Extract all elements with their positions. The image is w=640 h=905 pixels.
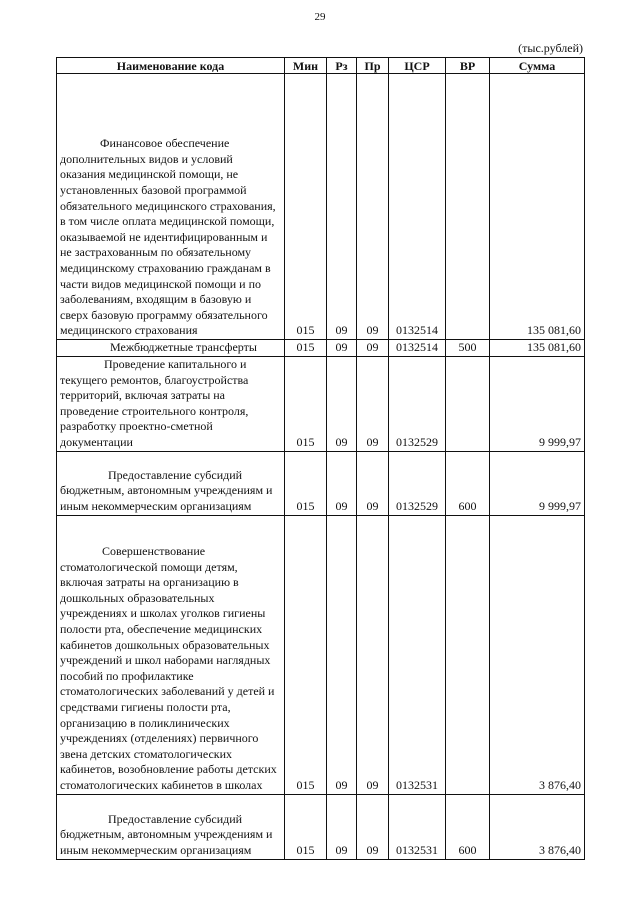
page-number: 29 bbox=[314, 11, 326, 23]
row-name-text: Проведение капитального и текущего ремонтов, благоустройства территорий, включая затраты на проведение строительного контроля, разработку проектно-сметной документации bbox=[60, 357, 249, 449]
header-name: Наименование кода bbox=[57, 58, 285, 74]
row-sum: 9 999,97 bbox=[490, 451, 585, 515]
row-pr: 09 bbox=[357, 794, 389, 859]
row-rz: 09 bbox=[327, 794, 357, 859]
row-rz: 09 bbox=[327, 356, 357, 451]
header-min: Мин bbox=[285, 58, 327, 74]
row-pr: 09 bbox=[357, 356, 389, 451]
header-pr: Пр bbox=[357, 58, 389, 74]
row-name-text: Межбюджетные трансферты bbox=[110, 340, 257, 354]
row-sum: 135 081,60 bbox=[490, 74, 585, 340]
row-pr: 09 bbox=[357, 74, 389, 340]
row-pr: 09 bbox=[357, 515, 389, 794]
row-vr bbox=[446, 356, 490, 451]
row-name-text: Предоставление субсидий бюджетным, автономным учреждениям и иным некоммерческим организациям bbox=[60, 467, 273, 513]
header-csr: ЦСР bbox=[389, 58, 446, 74]
row-csr: 0132531 bbox=[389, 794, 446, 859]
table-row bbox=[57, 74, 585, 340]
table-row bbox=[57, 794, 585, 859]
row-min: 015 bbox=[285, 74, 327, 340]
units-label: (тыс.рублей) bbox=[518, 41, 583, 55]
row-rz: 09 bbox=[327, 515, 357, 794]
row-rz: 09 bbox=[327, 74, 357, 340]
row-vr bbox=[446, 74, 490, 340]
budget-table bbox=[56, 57, 585, 860]
row-csr: 0132529 bbox=[389, 451, 446, 515]
table-row bbox=[57, 451, 585, 515]
row-sum: 3 876,40 bbox=[490, 794, 585, 859]
table-row bbox=[57, 340, 585, 357]
row-vr: 600 bbox=[446, 451, 490, 515]
row-name bbox=[57, 356, 285, 451]
row-csr: 0132529 bbox=[389, 356, 446, 451]
row-sum: 135 081,60 bbox=[490, 340, 585, 357]
row-pr: 09 bbox=[357, 340, 389, 357]
row-name-text: Совершенствование стоматологической помощи детям, включая затраты на организацию в дошкольных образовательных учреждениях и школах уголков гигиены полости рта, обеспечение медицинских кабинетов дошкольных образовательных учреждений и школ наборами наглядных пособий по профилактике стоматологических заболеваний у детей и средствами гигиены полости рта, организацию в поликлинических учреждениях (отделениях) первичного звена детских стоматологических кабинетов, возобновление работы детских стоматологических кабинетов в школах bbox=[60, 544, 277, 792]
row-csr: 0132514 bbox=[389, 74, 446, 340]
row-name bbox=[57, 74, 285, 340]
table-header-row bbox=[57, 58, 585, 74]
row-min: 015 bbox=[285, 340, 327, 357]
row-vr: 600 bbox=[446, 794, 490, 859]
row-sum: 3 876,40 bbox=[490, 515, 585, 794]
header-vr: ВР bbox=[446, 58, 490, 74]
header-rz: Рз bbox=[327, 58, 357, 74]
row-vr bbox=[446, 515, 490, 794]
header-sum: Сумма bbox=[490, 58, 585, 74]
row-min: 015 bbox=[285, 451, 327, 515]
row-pr: 09 bbox=[357, 451, 389, 515]
row-name bbox=[57, 451, 285, 515]
row-rz: 09 bbox=[327, 451, 357, 515]
row-name-text: Финансовое обеспечение дополнительных видов и условий оказания медицинской помощи, не установленных базовой программой обязательного медицинского страхования, в том числе оплата медицинской помощи, оказываемой не идентифицированным и не застрахованным по обязательному медицинскому страхованию гражданам в части видов медицинской помощи и по заболеваниям, входящим в базовую и сверх базовую программу обязательного медицинского страхования bbox=[60, 136, 276, 338]
row-min: 015 bbox=[285, 515, 327, 794]
row-csr: 0132531 bbox=[389, 515, 446, 794]
row-sum: 9 999,97 bbox=[490, 356, 585, 451]
row-name bbox=[57, 515, 285, 794]
table-row bbox=[57, 356, 585, 451]
row-name-text: Предоставление субсидий бюджетным, автономным учреждениям и иным некоммерческим организациям bbox=[60, 811, 273, 857]
row-rz: 09 bbox=[327, 340, 357, 357]
table-row bbox=[57, 515, 585, 794]
row-csr: 0132514 bbox=[389, 340, 446, 357]
row-min: 015 bbox=[285, 794, 327, 859]
row-vr: 500 bbox=[446, 340, 490, 357]
row-min: 015 bbox=[285, 356, 327, 451]
row-name bbox=[57, 340, 285, 357]
row-name bbox=[57, 794, 285, 859]
